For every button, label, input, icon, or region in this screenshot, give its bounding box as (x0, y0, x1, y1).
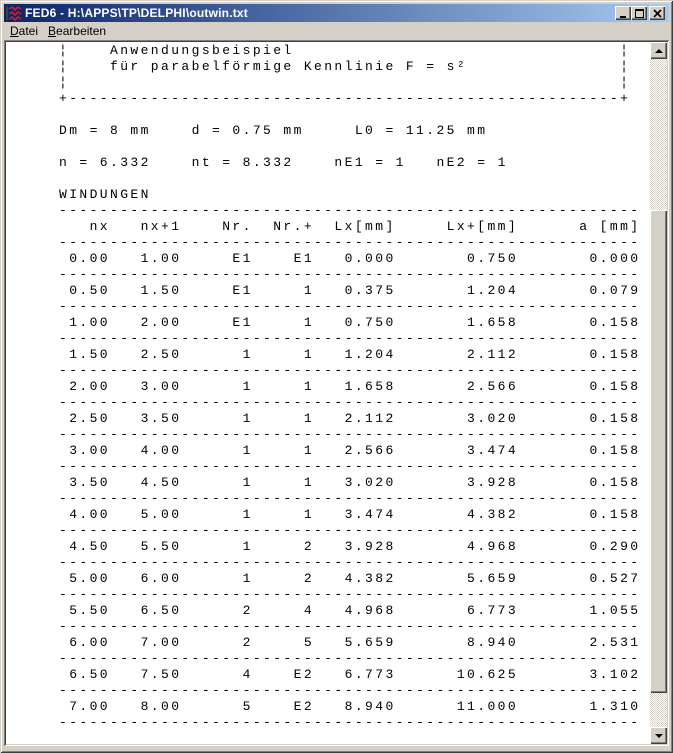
table-row: 4.00 5.00 1 1 3.474 4.382 0.158 (59, 507, 641, 522)
parameters-line: Dm = 8 mm d = 0.75 mm L0 = 11.25 mm (59, 123, 488, 138)
spring-icon (6, 5, 22, 21)
minimize-icon (620, 16, 626, 18)
table-separator: --------------------------------------------------------- (59, 683, 641, 698)
arrow-down-icon (655, 734, 663, 738)
table-separator: --------------------------------------------------------- (59, 267, 641, 282)
table-row: 5.50 6.50 2 4 4.968 6.773 1.055 (59, 603, 641, 618)
parameters-line: n = 6.332 nt = 8.332 nE1 = 1 nE2 = 1 (59, 155, 508, 170)
table-row: 2.00 3.00 1 1 1.658 2.566 0.158 (59, 379, 641, 394)
table-separator: --------------------------------------------------------- (59, 555, 641, 570)
table-separator: --------------------------------------------------------- (59, 715, 641, 730)
table-row: 7.00 8.00 5 E2 8.940 11.000 1.310 (59, 699, 641, 714)
menu-item-bearbeiten[interactable]: Bearbeiten (48, 24, 107, 38)
table-separator: --------------------------------------------------------- (59, 363, 641, 378)
box-line: ¦ für parabelförmige Kennlinie F = s² ¦ (59, 59, 631, 74)
table-row: 6.00 7.00 2 5 5.659 8.940 2.531 (59, 635, 641, 650)
client-area (4, 40, 669, 746)
maximize-icon (635, 9, 644, 18)
close-button[interactable] (649, 6, 665, 20)
table-row: 3.00 4.00 1 1 2.566 3.474 0.158 (59, 443, 641, 458)
table-row: 2.50 3.50 1 1 2.112 3.020 0.158 (59, 411, 641, 426)
table-separator: --------------------------------------------------------- (59, 395, 641, 410)
vertical-scrollbar[interactable] (650, 42, 667, 744)
table-row: 6.50 7.50 4 E2 6.773 10.625 3.102 (59, 667, 641, 682)
table-row: 0.50 1.50 E1 1 0.375 1.204 0.079 (59, 283, 641, 298)
blank-line (59, 171, 650, 187)
table-separator: --------------------------------------------------------- (59, 427, 641, 442)
table-row: 1.50 2.50 1 1 1.204 2.112 0.158 (59, 347, 641, 362)
scroll-up-button[interactable] (650, 42, 667, 59)
box-bottom-border: +------------------------------------------------------+ (59, 91, 631, 106)
window-title: FED6 - H:\APPS\TP\DELPHI\outwin.txt (25, 6, 249, 20)
table-separator: --------------------------------------------------------- (59, 203, 641, 218)
arrow-up-icon (655, 49, 663, 53)
box-line: ¦ ¦ (59, 75, 631, 90)
table-header-row: nx nx+1 Nr. Nr.+ Lx[mm] Lx+[mm] a [mm] (59, 219, 641, 234)
maximize-button[interactable] (631, 6, 647, 20)
scrollbar-thumb[interactable] (650, 210, 667, 693)
title-bar[interactable] (4, 4, 669, 22)
document-text (6, 42, 650, 731)
blank-line (59, 107, 650, 123)
menu-bar (4, 22, 669, 40)
table-separator: --------------------------------------------------------- (59, 651, 641, 666)
table-separator: --------------------------------------------------------- (59, 299, 641, 314)
close-icon (653, 9, 662, 18)
document-viewport (6, 42, 650, 744)
table-separator: --------------------------------------------------------- (59, 619, 641, 634)
table-separator: --------------------------------------------------------- (59, 491, 641, 506)
minimize-button[interactable] (615, 6, 631, 20)
table-separator: --------------------------------------------------------- (59, 235, 641, 250)
table-row: 5.00 6.00 1 2 4.382 5.659 0.527 (59, 571, 641, 586)
table-row: 0.00 1.00 E1 E1 0.000 0.750 0.000 (59, 251, 641, 266)
section-title: WINDUNGEN (59, 187, 151, 202)
table-row: 3.50 4.50 1 1 3.020 3.928 0.158 (59, 475, 641, 490)
box-line: ¦ Anwendungsbeispiel ¦ (59, 43, 631, 58)
window-controls (615, 6, 665, 20)
blank-line (59, 139, 650, 155)
menu-item-datei[interactable]: Datei (10, 24, 39, 38)
table-separator: --------------------------------------------------------- (59, 587, 641, 602)
table-separator: --------------------------------------------------------- (59, 331, 641, 346)
table-row: 4.50 5.50 1 2 3.928 4.968 0.290 (59, 539, 641, 554)
table-separator: --------------------------------------------------------- (59, 459, 641, 474)
table-row: 1.00 2.00 E1 1 0.750 1.658 0.158 (59, 315, 641, 330)
table-separator: --------------------------------------------------------- (59, 523, 641, 538)
scroll-down-button[interactable] (650, 727, 667, 744)
